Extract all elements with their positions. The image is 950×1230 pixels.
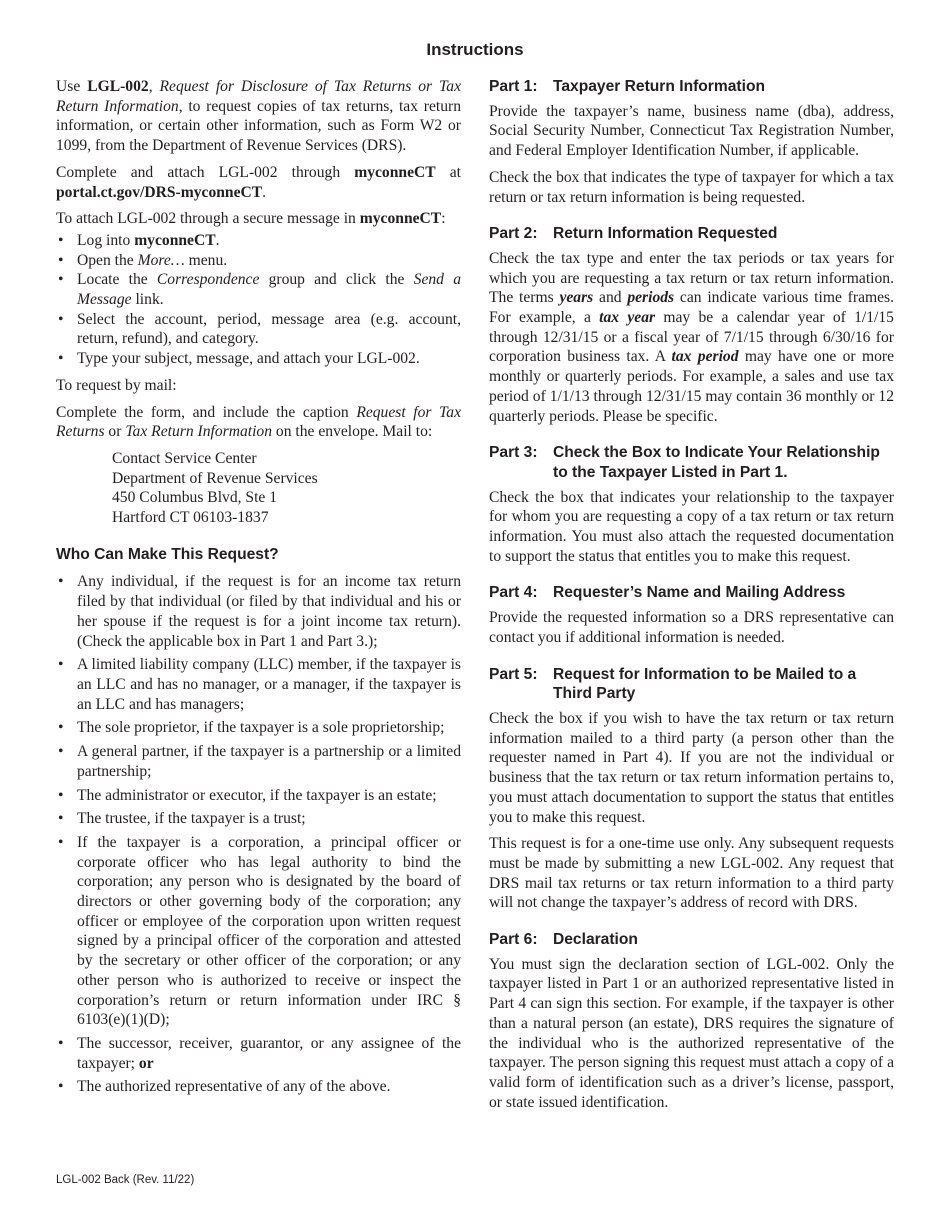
mailing-address	[112, 449, 461, 528]
part2-heading: Part 2: Return Information Requested	[489, 225, 778, 243]
list-item: • A limited liability company (LLC) member, if the taxpayer is an LLC and has no manager, or a manager, if the taxpayer is an LLC and has managers;	[56, 655, 461, 714]
form-revision-footer: LGL-002 Back (Rev. 11/22)	[56, 1174, 195, 1186]
list-item: • The successor, receiver, guarantor, or any assignee of the taxpayer; or	[56, 1034, 461, 1073]
list-item: • Open the More… menu.	[56, 251, 461, 271]
mail-intro: To request by mail:	[56, 376, 177, 394]
part3-paragraph: Check the box that indicates your relationship to the taxpayer for whom you are requesting a copy of a tax return or tax return information. You must also attach the requested documentation to support the status that entitles you to make this request.	[489, 488, 894, 565]
address-line: Hartford CT 06103-1837	[112, 509, 269, 527]
address-line: Department of Revenue Services	[112, 469, 318, 487]
part5-heading: Part 5: Request for Information to be Mailed to a Third Party	[489, 665, 857, 703]
part6-heading: Part 6: Declaration	[489, 931, 638, 949]
address-line: 450 Columbus Blvd, Ste 1	[112, 489, 278, 507]
portal-link[interactable]: portal.ct.gov/DRS-myconneCT	[56, 183, 263, 201]
part1-heading: Part 1: Taxpayer Return Information	[489, 78, 765, 95]
part5-paragraph: This request is for a one-time use only. Any subsequent requests must be made by submitting a new LGL-002. Any request that DRS mail tax returns or tax return information to a third party will not change the taxpayer’s address of record with DRS.	[489, 835, 894, 912]
who-heading: Who Can Make This Request?	[56, 545, 279, 563]
right-column	[489, 77, 894, 1119]
part1-paragraph: Provide the taxpayer’s name, business name (dba), address, Social Security Number, Connecticut Tax Registration Number, and Federal Employer Identification Number, if applicable.	[489, 102, 894, 160]
mail-paragraph: Complete the form, and include the caption Request for Tax Returns or Tax Return Information on the envelope. Mail to:	[56, 403, 461, 441]
list-item: • Any individual, if the request is for an income tax return filed by that individual (or filed by that individual and his or her spouse if the request is for a joint income tax return). (Check the applicable box in Part 1 and Part 3.);	[56, 572, 461, 651]
left-column	[56, 77, 461, 1104]
page-title: Instructions	[426, 40, 524, 59]
part6-paragraph: You must sign the declaration section of LGL-002. Only the taxpayer listed in Part 1 or an authorized representative listed in Part 4 can sign this section. For example, if the taxpayer is other than a natural person (an estate), DRS requires the signature of the individual who is the authorized representative of the taxpayer. The person signing this request must attach a copy of a valid form of identification such as a driver’s license, passport, or state issued identification.	[489, 955, 894, 1111]
part2-paragraph: Check the tax type and enter the tax periods or tax years for which you are requesting a tax return or tax return information. The terms years and periods can indicate various time frames. For example, a tax year may be a calendar year of 1/1/15 through 12/31/15 or a fiscal year of 7/1/15 through 6/30/16 for corporation business tax. A tax period may have one or more monthly or quarterly periods. For example, a sales and use tax period of 1/1/13 through 12/31/15 may contain 36 monthly or 12 quarterly periods. Please be specific.	[489, 249, 895, 425]
part5-paragraph: Check the box if you wish to have the tax return or tax return information mailed to a third party (a person other than the requester named in Part 4). If you are not the individual or business that the tax return or tax return information pertains to, you must attach documentation to support the status that entitles you to make this request.	[489, 709, 894, 826]
secure-message-paragraph: To attach LGL-002 through a secure message in myconneCT:	[56, 210, 446, 228]
list-item: • Select the account, period, message area (e.g. account, return, refund), and category.	[56, 310, 461, 349]
part4-paragraph: Provide the requested information so a DRS representative can contact you if additional information is needed.	[489, 609, 894, 646]
address-line: Contact Service Center	[112, 449, 257, 467]
list-item: • The administrator or executor, if the taxpayer is an estate;	[56, 786, 461, 806]
list-item: • Type your subject, message, and attach your LGL-002.	[56, 349, 461, 369]
steps-list	[56, 231, 461, 369]
part1-paragraph: Check the box that indicates the type of taxpayer for which a tax return or tax return information is being requested.	[489, 168, 894, 206]
who-list	[56, 572, 461, 1097]
list-item: • The authorized representative of any of the above.	[56, 1077, 461, 1097]
list-item: • A general partner, if the taxpayer is a partnership or a limited partnership;	[56, 742, 461, 781]
part4-heading: Part 4: Requester’s Name and Mailing Address	[489, 584, 846, 602]
part3-heading: Part 3: Check the Box to Indicate Your Relationship to the Taxpayer Listed in Part 1.	[489, 444, 880, 481]
intro-paragraph: Use LGL-002, Request for Disclosure of Tax Returns or Tax Return Information, to request copies of tax returns, tax return information, or certain other information, such as Form W2 or 1099, from the Department of Revenue Services (DRS).	[56, 78, 461, 155]
attach-paragraph: Complete and attach LGL-002 through myconneCT at portal.ct.gov/DRS-myconneCT.	[56, 163, 461, 201]
list-item: • The trustee, if the taxpayer is a trust;	[56, 809, 461, 829]
list-item: • Locate the Correspondence group and click the Send a Message link.	[56, 270, 461, 309]
list-item: • The sole proprietor, if the taxpayer is a sole proprietorship;	[56, 718, 461, 738]
list-item: • Log into myconneCT.	[56, 231, 461, 251]
list-item: • If the taxpayer is a corporation, a principal officer or corporate officer who has legal authority to bind the corporation; any person who is designated by the board of directors or other governing body of the corporation; any officer or employee of the corporation upon written request signed by a principal officer of the corporation and attested by the secretary or other officer of the corporation; or any other person who is authorized to receive or inspect the corporation’s return or return information under IRC § 6103(e)(1)(D);	[56, 833, 461, 1030]
